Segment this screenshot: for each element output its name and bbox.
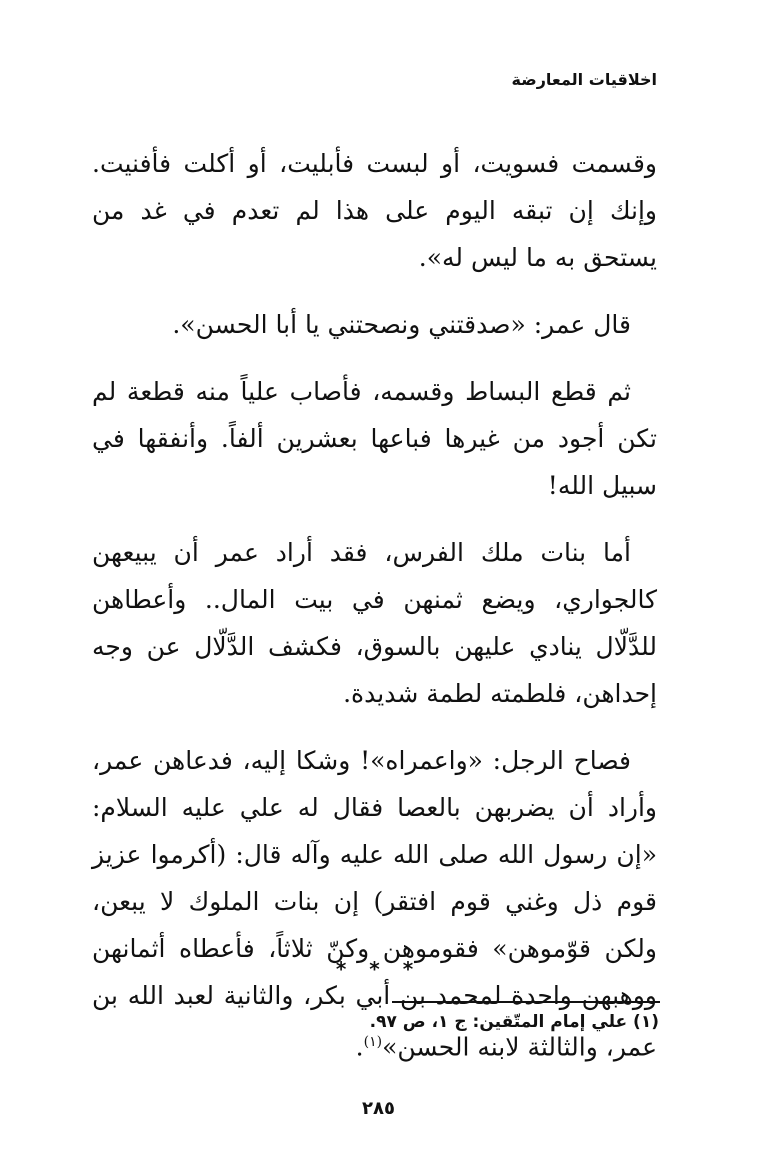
paragraph-3: ثم قطع البساط وقسمه، فأصاب علياً منه قطعة لم تكن أجود من غيرها فباعها بعشرين ألفاً. وأنفقها في سبيل الله! [92,377,657,500]
paragraph-4: أما بنات ملك الفرس، فقد أراد عمر أن يبيعهن كالجواري، ويضع ثمنهن في بيت المال.. وأعطاهن للدَّلّال ينادي عليهن بالسوق، فكشف الدَّلّال عن وجه إحداهن، فلطمته لطمة شديدة. [92,538,657,708]
paragraph-2: قال عمر: «صدقتني ونصحتني يا أبا الحسن». [172,310,631,339]
body-text [92,140,657,1090]
paragraph-5-closing: . [355,1032,364,1062]
paragraph-1: وقسمت فسويت، أو لبست فأبليت، أو أكلت فأفنيت. وإنك إن تبقه اليوم على هذا لم تعدم في غد من يستحق به ما ليس له». [92,149,657,272]
paragraph-5-text: فصاح الرجل: «واعمراه»! وشكا إليه، فدعاهن عمر، وأراد أن يضربهن بالعصا فقال له علي عليه السلام: «إن رسول الله صلى الله عليه وآله قال: (أكرموا عزيز قوم ذل وغني قوم افتقر) إن بنات الملوك لا يبعن، ولكن قوّموهن» فقوموهن وكنّ ثلاثاً، فأعطاه أثمانهن ووهبهن واحدة لمحمد بن أبي بكر، والثانية لعبد الله بن عمر، والثالثة لابنه الحسن» [92,746,657,1062]
footnote: (١) علي إمام المتّقين: ج ١، ص ٩٧. [369,1012,659,1032]
footnote-marker[interactable]: (١) [363,1034,383,1050]
page-number: ٢٨٥ [362,1098,395,1119]
footnote-rule [392,1001,660,1003]
section-separator: * * * [335,957,422,981]
running-header: اخلاقيات المعارضة [511,70,657,89]
